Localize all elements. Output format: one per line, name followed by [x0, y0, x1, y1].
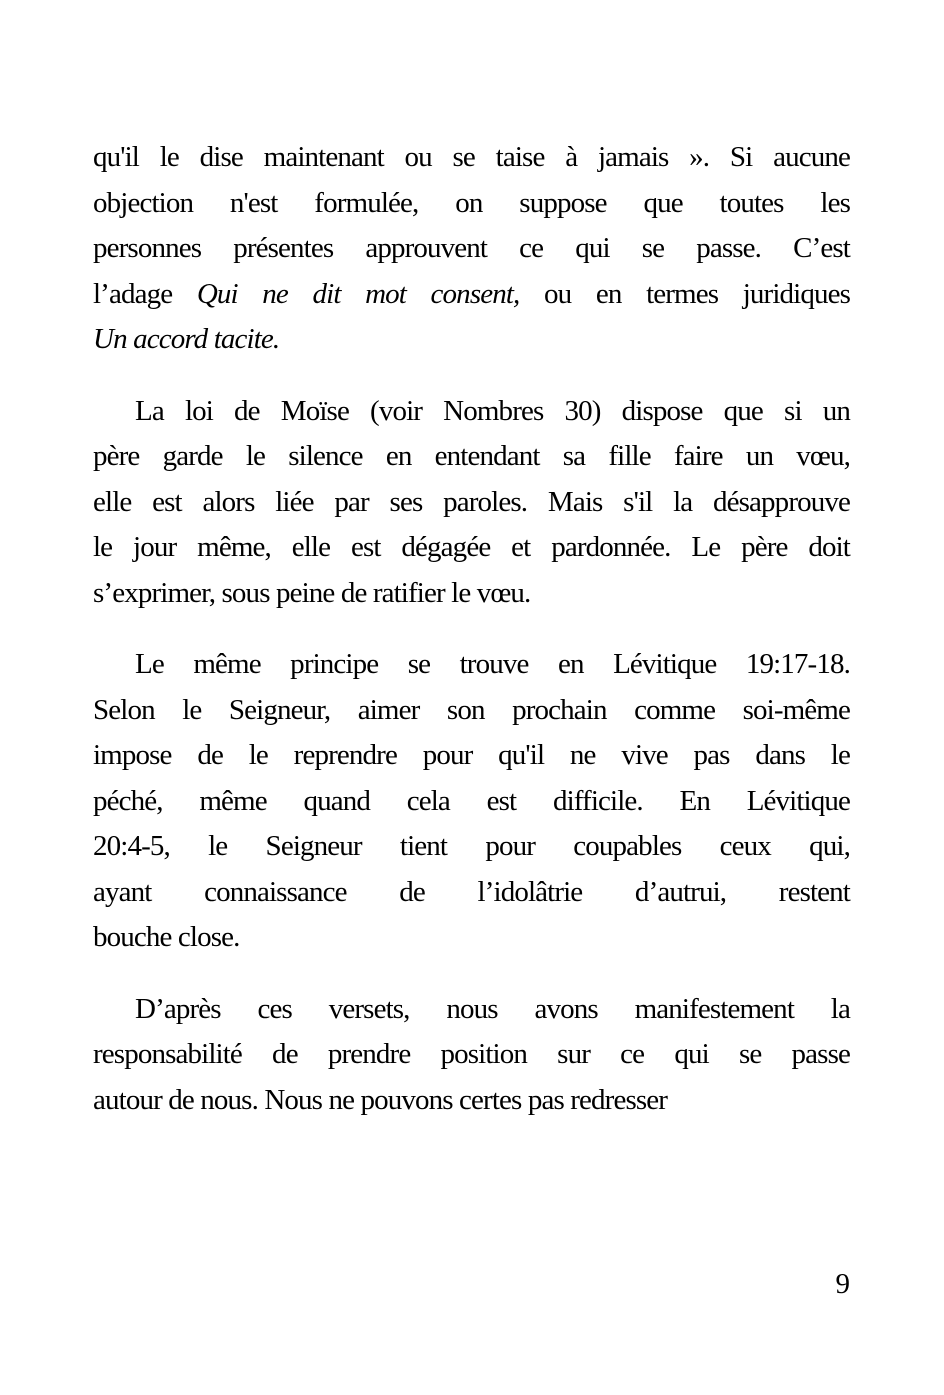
text-segment: l’adage [93, 277, 197, 310]
text-line [93, 480, 850, 526]
text-line [93, 824, 850, 870]
text-line [93, 1078, 850, 1124]
text-line [93, 733, 850, 779]
text-segment: qu'il le dise maintenant ou se taise à jamais ». Si aucune [93, 141, 850, 173]
text-line [93, 642, 850, 688]
text-segment: responsabilité de prendre position sur ce qui se passe [93, 1038, 850, 1070]
text-line [93, 571, 850, 617]
text-line [93, 915, 850, 961]
text-segment: autour de nous. Nous ne pouvons certes pas redresser [93, 1083, 668, 1116]
text-line [93, 688, 850, 734]
italic-text: Un accord tacite. [93, 323, 280, 355]
text-segment: La loi de Moïse (voir Nombres 30) dispose que si un [135, 394, 850, 427]
text-segment: ayant connaissance de l’idolâtrie d’autrui, restent [93, 875, 850, 908]
text-segment: objection n'est formulée, on suppose que toutes les [93, 186, 850, 219]
text-line [93, 389, 850, 435]
text-line [93, 317, 850, 363]
text-line [93, 434, 850, 480]
text-segment: 20:4-5, le Seigneur tient pour coupables ceux qui, [93, 830, 850, 862]
paragraph [93, 642, 850, 961]
page-number: 9 [835, 1268, 850, 1300]
text-segment: ou en termes juridiques [519, 277, 851, 310]
page-text [93, 135, 850, 1123]
text-segment: impose de le reprendre pour qu'il ne vive pas dans le [93, 739, 850, 771]
text-segment: Le même principe se trouve en Lévitique 19:17-18. [135, 648, 850, 680]
text-segment: s’exprimer, sous peine de ratifier le vœu. [93, 576, 531, 609]
text-line [93, 987, 850, 1033]
text-line [93, 181, 850, 227]
paragraph [93, 987, 850, 1124]
text-line [93, 272, 850, 318]
text-line [93, 1032, 850, 1078]
text-segment: père garde le silence en entendant sa fille faire un vœu, [93, 440, 850, 472]
text-segment: personnes présentes approuvent ce qui se passe. C’est [93, 232, 850, 264]
text-segment: péché, même quand cela est difficile. En Lévitique [93, 784, 850, 817]
text-segment: elle est alors liée par ses paroles. Mais s'il la désapprouve [93, 485, 850, 518]
text-line [93, 135, 850, 181]
text-segment: D’après ces versets, nous avons manifestement la [135, 992, 850, 1025]
paragraph [93, 135, 850, 363]
text-segment: le jour même, elle est dégagée et pardonnée. Le père doit [93, 531, 850, 563]
text-line [93, 870, 850, 916]
text-line [93, 226, 850, 272]
text-segment: bouche close. [93, 921, 240, 953]
italic-text: Qui ne dit mot consent, [196, 277, 520, 310]
paragraph [93, 389, 850, 617]
text-line [93, 779, 850, 825]
text-line [93, 525, 850, 571]
text-segment: Selon le Seigneur, aimer son prochain comme soi-même [93, 693, 850, 726]
